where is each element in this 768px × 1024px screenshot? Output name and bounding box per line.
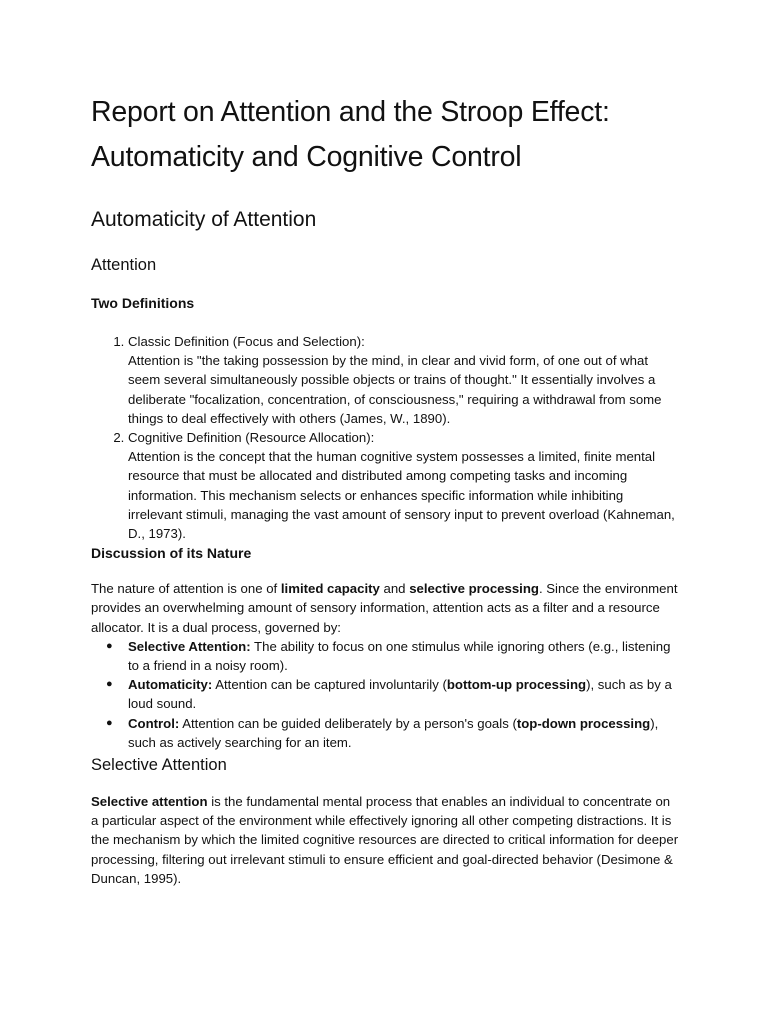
bold-text: Control:: [128, 715, 180, 731]
list-item: [128, 428, 681, 543]
text-run: Attention can be guided deliberately by a person's goals (: [179, 715, 517, 731]
selective-paragraph: [91, 792, 681, 888]
text-run: The ability to focus on one stimulus while ignoring others (e.g., listening to a friend in a noisy room).: [128, 638, 671, 674]
text-run: Attention can be captured involuntarily (: [212, 677, 447, 693]
definition-label: Cognitive Definition (Resource Allocation):: [128, 430, 375, 446]
list-item: [106, 675, 681, 713]
subsection-heading-selective-attention: Selective Attention: [91, 756, 227, 775]
text-run: ), such as actively searching for an item.: [128, 715, 659, 750]
heading-discussion: Discussion of its Nature: [91, 545, 252, 562]
definition-label: Classic Definition (Focus and Selection):: [128, 334, 365, 349]
definition-body: Attention is the concept that the human cognitive system possesses a limited, finite mental resource that must be allocated and distributed among competing tasks and incoming information. This mechanism selects or enhances specific information while inhibiting irrelevant stimuli, managing the vast amount of sensory input to prevent overload (Kahneman, D., 1973).: [128, 449, 675, 542]
heading-two-definitions: Two Definitions: [91, 295, 195, 311]
subsection-heading-attention: Attention: [91, 256, 157, 274]
list-item: [106, 637, 681, 675]
nature-paragraph: [91, 579, 681, 637]
bold-text: top-down processing: [516, 715, 651, 731]
text-run: ), such as by a loud sound.: [128, 677, 672, 712]
bullet-icon: ●: [106, 716, 113, 729]
text-run: and: [379, 581, 410, 597]
document-title: Report on Attention and the Stroop Effect: Automaticity and Cognitive Control: [91, 96, 610, 173]
bold-text: limited capacity: [280, 581, 380, 597]
definition-body: Attention is "the taking possession by the mind, in clear and vivid form, of one out of what seem several simultaneously possible objects or trains of thought." It essentially involves a deliberate "focalization, concentration, of consciousness," requiring a withdrawal from some things to deal effectively with others (James, W., 1890).: [128, 353, 662, 426]
bold-text: selective processing: [409, 581, 539, 597]
bold-text: Selective attention: [91, 794, 208, 810]
bullet-icon: ●: [106, 678, 113, 691]
bold-text: bottom-up processing: [446, 677, 587, 693]
definitions-list: [91, 332, 681, 543]
text-run: is the fundamental mental process that enables an individual to concentrate on a particular aspect of the environment while effectively ignoring all other competing distractions. It is the mechanism by which the limited cognitive resources are directed to critical information for deeper processing, filtering out irrelevant stimuli to ensure efficient and goal-directed behavior (Desimone & Duncan, 1995).: [91, 794, 679, 886]
list-item: [106, 714, 681, 752]
section-heading-automaticity: Automaticity of Attention: [91, 208, 317, 231]
document-page: [91, 90, 681, 888]
bold-text: Selective Attention:: [128, 638, 251, 654]
nature-bullet-list: [91, 637, 681, 752]
bold-text: Automaticity:: [128, 677, 213, 693]
bullet-icon: ●: [106, 639, 113, 652]
list-item: [128, 332, 681, 428]
text-run: . Since the environment provides an overwhelming amount of sensory information, attention acts as a filter and a resource allocator. It is a dual process, governed by:: [91, 581, 678, 635]
text-run: The nature of attention is one of: [91, 581, 281, 597]
